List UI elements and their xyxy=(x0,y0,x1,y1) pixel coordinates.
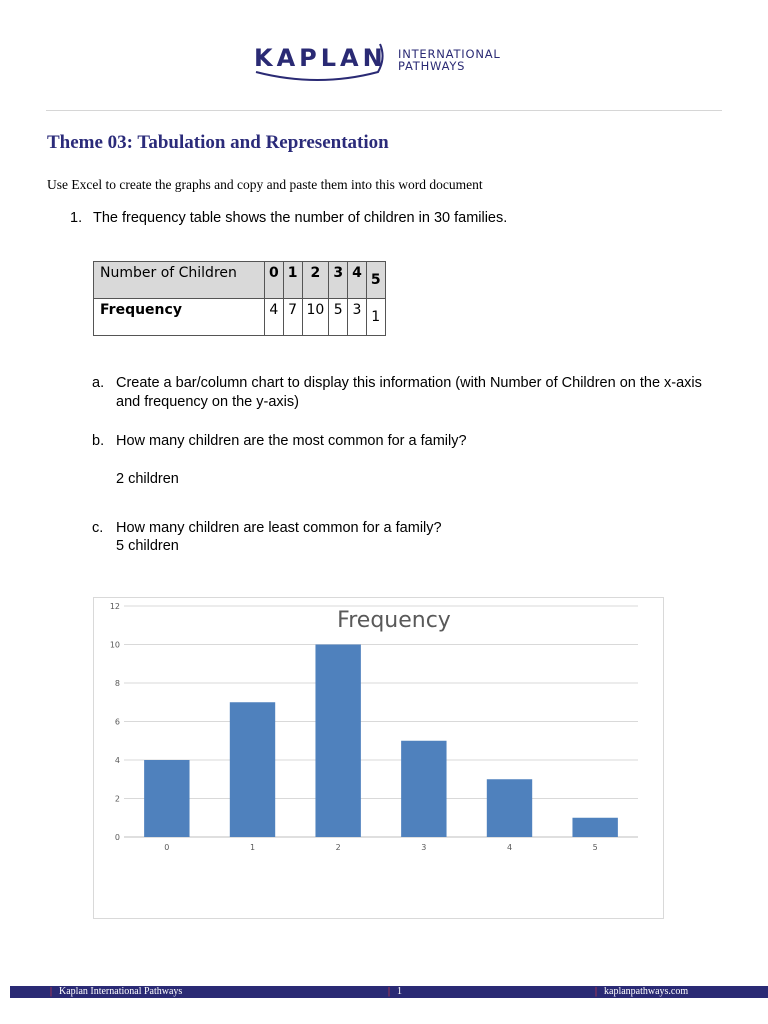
y-tick-label: 8 xyxy=(114,679,120,688)
intro-text: Use Excel to create the graphs and copy and paste them into this word document xyxy=(47,177,483,192)
part-c-letter: c. xyxy=(92,520,104,536)
chart-bar xyxy=(230,702,275,837)
table-cell: 5 xyxy=(329,299,348,336)
part-a-text: Create a bar/column chart to display this information (with Number of Children on the x-axis and frequency on the y-axis) xyxy=(116,375,702,410)
page-title: Theme 03: Tabulation and Representation xyxy=(47,132,389,153)
x-tick-label: 5 xyxy=(592,843,598,852)
x-tick-label: 0 xyxy=(164,843,170,852)
part-b-text: How many children are the most common for a family? xyxy=(116,433,467,449)
x-tick-label: 1 xyxy=(249,843,256,852)
page-footer xyxy=(10,986,768,998)
table-cell: 0 xyxy=(265,262,284,299)
table-cell: 7 xyxy=(283,299,302,336)
footer-separator-icon: | xyxy=(388,986,391,997)
footer-left-text: Kaplan International Pathways xyxy=(59,986,183,997)
part-c-text: How many children are least common for a family? xyxy=(116,520,442,536)
part-c-answer: 5 children xyxy=(116,538,179,554)
footer-separator-icon: | xyxy=(595,986,598,997)
y-tick-label: 2 xyxy=(114,794,120,804)
logo-subtitle xyxy=(398,48,501,72)
y-tick-label: 6 xyxy=(114,717,120,727)
x-tick-label: 4 xyxy=(506,843,513,852)
x-tick-label: 3 xyxy=(421,843,427,852)
question-1-text: The frequency table shows the number of children in 30 families. xyxy=(93,210,508,226)
header-divider xyxy=(46,110,722,111)
chart-bar xyxy=(144,760,189,837)
logo-sub-line-2: PATHWAYS xyxy=(398,59,466,73)
table-cell: 3 xyxy=(348,299,367,336)
part-b-answer: 2 children xyxy=(116,471,179,487)
x-tick-label: 2 xyxy=(335,843,341,852)
kaplan-logo xyxy=(248,38,528,92)
footer-separator-icon: | xyxy=(50,986,53,997)
chart-bar xyxy=(401,741,446,837)
footer-page-number: 1 xyxy=(397,986,402,997)
chart-svg xyxy=(94,598,663,918)
chart-bar xyxy=(487,779,532,837)
table-cell: 5 xyxy=(366,262,385,299)
y-tick-label: 10 xyxy=(109,640,120,650)
chart-bar xyxy=(315,645,360,838)
table-row-frequency xyxy=(94,299,386,336)
y-tick-label: 12 xyxy=(109,602,120,611)
part-a-letter: a. xyxy=(92,375,105,391)
table-cell: 10 xyxy=(302,299,329,336)
chart-title: Frequency xyxy=(337,608,451,633)
y-tick-label: 4 xyxy=(114,756,120,765)
chart-bar xyxy=(572,818,617,837)
part-b-letter: b. xyxy=(92,433,105,449)
table-row-children xyxy=(94,262,386,299)
footer-right-text: kaplanpathways.com xyxy=(604,986,689,997)
table-header-frequency: Frequency xyxy=(94,299,265,336)
logo-sub-line-1: INTERNATIONAL xyxy=(398,47,501,61)
logo-wordmark: KAPLAN xyxy=(254,44,387,72)
table-cell: 1 xyxy=(366,299,385,336)
table-cell: 4 xyxy=(348,262,367,299)
frequency-table xyxy=(93,261,386,336)
question-1-number: 1. xyxy=(70,210,83,226)
y-tick-label: 0 xyxy=(114,833,120,842)
table-cell: 4 xyxy=(265,299,284,336)
table-cell: 3 xyxy=(329,262,348,299)
table-cell: 2 xyxy=(302,262,329,299)
table-header-children: Number of Children xyxy=(94,262,265,299)
frequency-chart xyxy=(93,597,664,919)
table-cell: 1 xyxy=(283,262,302,299)
